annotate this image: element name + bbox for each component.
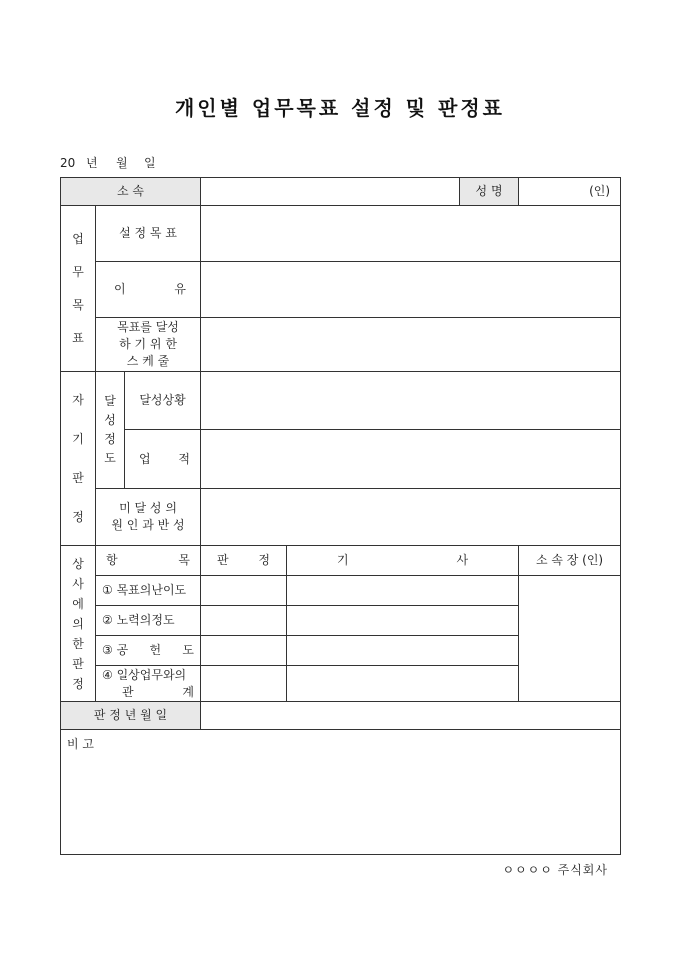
reason-field[interactable]	[201, 262, 621, 318]
seal-mark: (인)	[589, 184, 611, 198]
date-year: 년	[86, 156, 98, 170]
judgment-column-header: 판 정	[201, 546, 287, 576]
achievement-status-field[interactable]	[201, 372, 621, 430]
company-name: ㅇㅇㅇㅇ 주식회사	[502, 863, 608, 877]
date-line	[60, 154, 156, 171]
item-difficulty-label: ① 목표의난이도	[96, 576, 201, 606]
name-field[interactable]	[519, 178, 621, 206]
item-difficulty-judgment[interactable]	[201, 576, 287, 606]
performance-label: 업 적	[125, 430, 201, 489]
self-eval-group-label: 자 기 판 정	[61, 372, 96, 546]
item-contribution-label: ③ 공 헌 도	[96, 636, 201, 666]
affiliation-label: 소 속	[61, 178, 201, 206]
item-routine-judgment[interactable]	[201, 666, 287, 702]
goals-group-label: 업 무 목 표	[61, 206, 96, 372]
remarks-field[interactable]	[61, 730, 621, 855]
item-effort-label: ② 노력의정도	[96, 606, 201, 636]
set-goal-field[interactable]	[201, 206, 621, 262]
reason-label: 이 유	[96, 262, 201, 318]
item-effort-notes[interactable]	[287, 606, 519, 636]
achievement-status-label: 달성상황	[125, 372, 201, 430]
supervisor-group-label: 상 사 에 의 한 판 정	[61, 546, 96, 702]
department-head-header: 소 속 장 (인)	[519, 546, 621, 576]
achievement-degree-label: 달 성 정 도	[96, 372, 125, 489]
unachieved-cause-label: 미 달 성 의 원 인 과 반 성	[96, 489, 201, 546]
remarks-label: 비 고	[67, 737, 94, 751]
judgment-date-field[interactable]	[201, 702, 621, 730]
date-year-prefix: 20	[60, 156, 76, 170]
judgment-date-label: 판 정 년 월 일	[61, 702, 201, 730]
set-goal-label: 설 정 목 표	[96, 206, 201, 262]
item-routine-label: ④ 일상업무와의 관 계	[96, 666, 201, 702]
item-routine-notes[interactable]	[287, 666, 519, 702]
evaluation-form	[60, 177, 621, 855]
schedule-field[interactable]	[201, 318, 621, 372]
item-column-header: 항 목	[96, 546, 201, 576]
item-contribution-notes[interactable]	[287, 636, 519, 666]
item-difficulty-notes[interactable]	[287, 576, 519, 606]
department-head-signature-field[interactable]	[519, 576, 621, 702]
schedule-label: 목표를 달성 하 기 위 한 스 케 줄	[96, 318, 201, 372]
date-day: 일	[144, 156, 156, 170]
notes-column-header: 기 사	[287, 546, 519, 576]
item-contribution-judgment[interactable]	[201, 636, 287, 666]
date-month: 월	[116, 156, 128, 170]
unachieved-cause-field[interactable]	[201, 489, 621, 546]
name-label: 성 명	[460, 178, 519, 206]
item-effort-judgment[interactable]	[201, 606, 287, 636]
affiliation-field[interactable]	[201, 178, 460, 206]
page-title: 개인별 업무목표 설정 및 판정표	[174, 96, 505, 120]
performance-field[interactable]	[201, 430, 621, 489]
